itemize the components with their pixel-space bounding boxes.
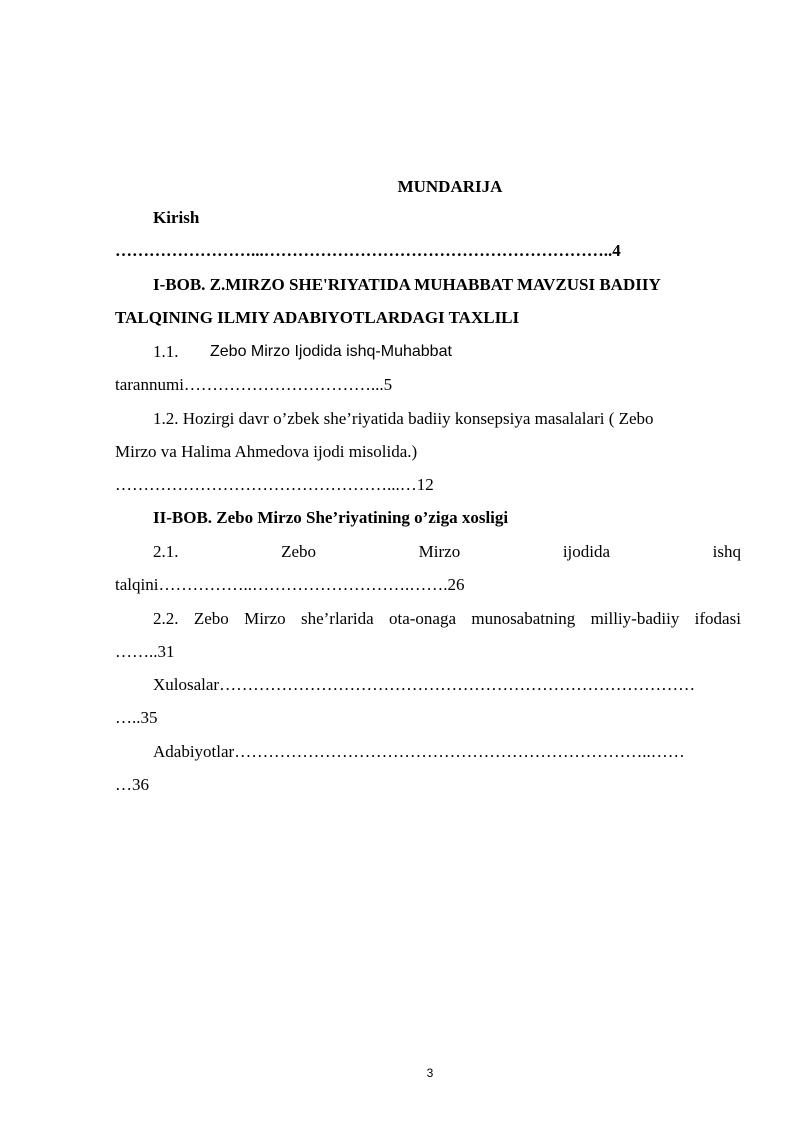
toc-bob1-title-line2: TALQINING ILMIY ADABIYOTLARDAGI TAXLILI (115, 308, 520, 327)
toc-word: Zebo (193, 609, 229, 628)
toc-section-1-2-leader: …………………………………………...…12 (115, 475, 434, 494)
toc-kirish-leader: ……………………...……………………………………………………..4 (115, 241, 621, 260)
toc-xulosalar-page: …..35 (115, 708, 158, 727)
page-number: 3 (426, 1066, 434, 1080)
page-title: MUNDARIJA (397, 177, 503, 196)
toc-section-1-2-line2: Mirzo va Halima Ahmedova ijodi misolida.) (115, 442, 418, 461)
toc-kirish-label: Kirish (153, 208, 200, 227)
toc-word: Zebo (281, 542, 317, 561)
toc-word: ijodida (562, 542, 611, 561)
toc-section-1-1-number: 1.1. (153, 342, 179, 361)
toc-section-2-1-line1 (153, 541, 741, 563)
toc-word: 2.2. (153, 609, 179, 628)
toc-word: 2.1. (153, 542, 179, 561)
toc-section-2-2-leader: ……..31 (115, 642, 175, 661)
toc-bob2-title: II-BOB. Zebo Mirzo She’riyatining o’ziga xosligi (153, 508, 509, 527)
toc-word: Mirzo (418, 542, 461, 561)
toc-adabiyotlar-page: …36 (115, 775, 149, 794)
toc-word: ishq (712, 542, 741, 561)
toc-word: ifodasi (694, 609, 741, 628)
toc-word: Mirzo (244, 609, 286, 628)
toc-word: ota-onaga (388, 609, 457, 628)
toc-section-2-1-leader: talqini……………..……………………….…….26 (115, 575, 465, 594)
toc-xulosalar-line1: Xulosalar………………………………………………………………………… (153, 675, 696, 694)
toc-word: munosabatning (471, 609, 576, 628)
toc-bob1-title-line1: I-BOB. Z.MIRZO SHE'RIYATIDA MUHABBAT MAVZUSI BADIIY (153, 275, 661, 294)
toc-word: milliy-badiiy (590, 609, 680, 628)
toc-section-1-2-line1: 1.2. Hozirgi davr o’zbek she’riyatida badiiy konsepsiya masalalari ( Zebo (153, 409, 654, 428)
toc-section-2-2-line1 (153, 608, 741, 630)
toc-section-1-1-leader: tarannumi……………………………...5 (115, 375, 393, 394)
toc-adabiyotlar-line1: Adabiyotlar………………………………………………………………..…… (153, 742, 685, 761)
toc-section-1-1-title: Zebo Mirzo Ijodida ishq-Muhabbat (210, 343, 452, 360)
toc-word: she’rlarida (300, 609, 374, 628)
